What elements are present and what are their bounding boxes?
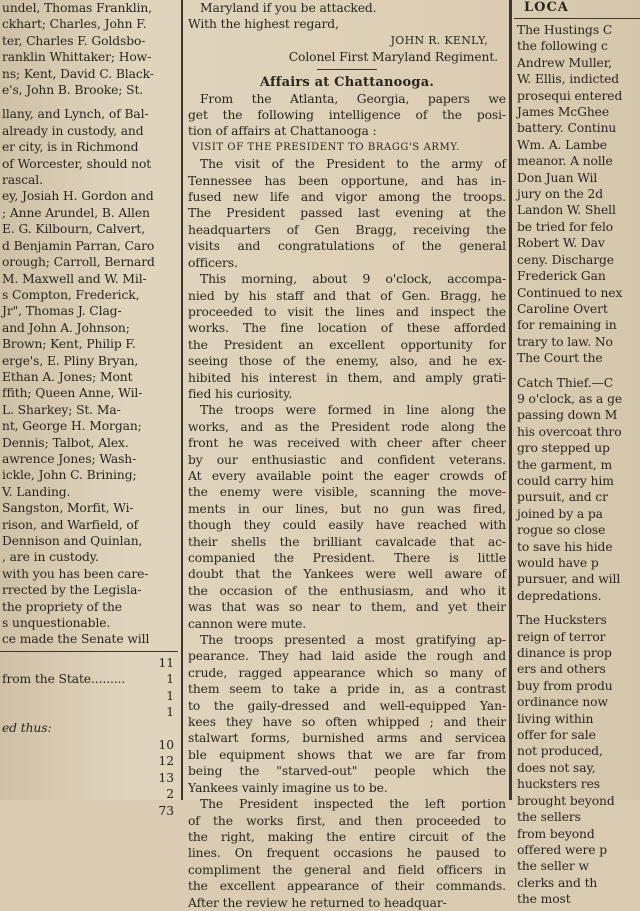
- right-text-line: The Hustings C: [517, 23, 613, 37]
- tally-value: 2: [166, 787, 174, 802]
- right-text-line: [514, 604, 640, 612]
- right-text-line: jury on the 2d: [517, 187, 604, 202]
- right-text-line: be tried for felo: [517, 219, 614, 234]
- left-text-line: Dennison and Quinlan,: [2, 534, 143, 548]
- intro-line: tion of affairs at Chattanooga :: [188, 124, 377, 139]
- paragraph-line: by our enthusiastic and confident veterans.: [188, 452, 506, 467]
- tally-row: [0, 803, 178, 819]
- right-text-line: living within: [517, 711, 594, 726]
- left-tally-bottom: [0, 737, 178, 819]
- left-text-line: Sangston, Morfit, Wi-: [2, 501, 134, 516]
- paragraph-line: Yankees vainly imagine us to be.: [188, 780, 388, 795]
- paragraph-line: The President inspected the left portion: [200, 797, 506, 812]
- tally-row: [0, 770, 178, 786]
- right-text-line: the garment, m: [517, 457, 613, 472]
- paragraph-line: front he was received with cheer after cheer: [188, 436, 506, 451]
- right-text-line: rogue so close: [517, 523, 606, 538]
- paragraph-line: being the "starved-out" people which the: [188, 764, 506, 779]
- paragraph-line: proceeded to visit the lines and inspect the: [188, 304, 506, 319]
- right-text-line: Landon W. Shell: [517, 203, 616, 218]
- right-column: [514, 0, 640, 907]
- tally-row: [0, 786, 178, 802]
- right-text-line: meanor. A nolle: [517, 154, 613, 169]
- paragraph-line: visits and congratulations of the general: [188, 239, 506, 254]
- paragraph-line: works, and as the President rode along the: [188, 419, 506, 434]
- tally-label: from the State.........: [2, 672, 126, 687]
- left-text-line: with you has been care-: [2, 566, 149, 581]
- right-text-line: gro stepped up: [517, 441, 610, 456]
- left-text-line: Ethan A. Jones; Mont: [2, 369, 133, 384]
- left-text-line: M. Maxwell and W. Mil-: [2, 271, 147, 286]
- article-paragraph-5: [186, 796, 508, 911]
- left-text-line: s Compton, Frederick,: [2, 287, 140, 302]
- left-text-line: d Benjamin Parran, Caro: [2, 238, 155, 253]
- right-text-line: Wm. A. Lambe: [517, 137, 607, 152]
- right-text-line: Don Juan Wil: [517, 170, 598, 185]
- signature-title: Colonel First Maryland Regiment.: [288, 50, 498, 65]
- paragraph-line: them seem to take a pride in, as a contrast: [188, 682, 506, 697]
- right-text-line: Robert W. Dav: [517, 236, 605, 251]
- paragraph-line: ble equipment shows that we are far from: [188, 747, 506, 762]
- article-paragraph-2: [186, 271, 508, 402]
- paragraph-line: nied by his staff and that of Gen. Bragg, he: [188, 288, 506, 303]
- left-text-line: llany, and Lynch, of Bal-: [2, 107, 149, 122]
- article-intro: [186, 91, 508, 140]
- right-text-line: trary to law. No: [517, 334, 613, 349]
- right-text-line: W. Ellis, indicted: [517, 72, 620, 87]
- paragraph-line: hibited his interest in them, and amply grati-: [188, 370, 506, 385]
- left-text-line: awrence Jones; Wash-: [2, 451, 137, 466]
- tally-row: [0, 655, 178, 671]
- left-text-line: ey, Josiah H. Gordon and: [2, 189, 154, 204]
- left-text-line: ce made the Senate will: [2, 632, 150, 647]
- left-text-line: of Worcester, should not: [2, 156, 152, 171]
- left-text-line: ranklin Whittaker; How-: [2, 50, 152, 65]
- left-divider: [0, 651, 178, 652]
- right-text-line: offered were p: [517, 842, 608, 857]
- right-column-text: [514, 22, 640, 908]
- right-text-line: Continued to nex: [517, 285, 623, 300]
- paragraph-line: the President an excellent opportunity for: [188, 337, 506, 352]
- paragraph-line: officers.: [188, 255, 238, 270]
- tally-value: 13: [158, 770, 174, 785]
- left-text-line: , are in custody.: [2, 550, 99, 565]
- paragraph-line: the right, making the entire circuit of the: [188, 829, 506, 844]
- tally-row: [0, 704, 178, 720]
- paragraph-line: pearance. They had laid aside the rough and: [188, 649, 506, 664]
- right-text-line: passing down M: [517, 408, 618, 423]
- masthead-rule: [514, 18, 640, 19]
- right-text-line: to save his hide: [517, 539, 613, 554]
- left-text-line: orough; Carroll, Bernard: [2, 255, 155, 270]
- left-text-line: ns; Kent, David C. Black-: [2, 66, 154, 81]
- left-text-line: er city, is in Richmond: [2, 140, 139, 155]
- signature-name: JOHN R. KENLY,: [390, 33, 488, 47]
- tally-value: 12: [158, 754, 174, 769]
- right-text-line: clerks and th: [517, 875, 598, 890]
- paragraph-line: seeing those of the enemy, also, and he ex-: [188, 354, 506, 369]
- intro-line: get the following intelligence of the posi-: [188, 108, 506, 123]
- left-tally-top: [0, 655, 178, 721]
- left-text-line: ter, Charles F. Goldsbo-: [2, 33, 146, 48]
- tally-row: [0, 688, 178, 704]
- left-text-line: Dennis; Talbot, Alex.: [2, 435, 129, 450]
- right-text-line: brought beyond: [517, 793, 615, 808]
- paragraph-line: stalwart forms, burnished arms and servicea: [188, 731, 506, 746]
- left-text-line: and John A. Johnson;: [2, 320, 130, 335]
- letter-closing: [186, 0, 508, 33]
- paragraph-line: ments in our lines, but no gun was fired,: [188, 501, 506, 516]
- left-text-line: erge's, E. Pliny Bryan,: [2, 353, 139, 368]
- left-text-line: rrected by the Legisla-: [2, 583, 142, 598]
- right-text-line: pursuit, and cr: [517, 490, 608, 505]
- tally-value: 1: [166, 688, 174, 703]
- right-text-line: pursuer, and will: [517, 572, 621, 587]
- right-text-line: joined by a pa: [517, 506, 603, 521]
- paragraph-line: the excellent appearance of their commands.: [188, 879, 506, 894]
- paragraph-line: fused new life and vigor among the troops.: [188, 190, 506, 205]
- paragraph-line: of the works first, and then proceeded to: [188, 813, 506, 828]
- left-text-line: the propriety of the: [2, 599, 122, 614]
- right-text-line: battery. Continu: [517, 121, 617, 136]
- right-text-line: the sellers: [517, 810, 581, 825]
- left-tally-caption: ed thus:: [2, 721, 52, 736]
- article-paragraph-3: [186, 402, 508, 632]
- paragraph-line: works. The fine location of these afforded: [188, 321, 506, 336]
- paragraph-line: was that was so near to them, and yet their: [188, 600, 506, 615]
- left-text-line: L. Sharkey; St. Ma-: [2, 402, 121, 417]
- right-text-line: prosequi entered: [517, 88, 623, 103]
- paragraph-line: their shells the brilliant cavalcade that ac-: [188, 534, 506, 549]
- paragraph-line: the occasion of the enthusiasm, and who it: [188, 583, 506, 598]
- right-text-line: [514, 367, 640, 375]
- left-text-line: rascal.: [2, 173, 43, 188]
- left-text-line: E. G. Kilbourn, Calvert,: [2, 222, 146, 237]
- right-text-line: Catch Thief.—C: [517, 375, 614, 390]
- tally-row: [0, 753, 178, 769]
- right-text-line: Caroline Overt: [517, 301, 608, 316]
- headline-rule: [317, 69, 377, 70]
- left-column-text: [0, 0, 178, 648]
- right-text-line: ordinance now: [517, 695, 608, 710]
- paragraph-line: headquarters of Gen Bragg, receiving the: [188, 222, 506, 237]
- right-text-line: from beyond: [517, 826, 595, 841]
- right-text-line: his overcoat thro: [517, 424, 622, 439]
- paragraph-line: fied his curiosity.: [188, 386, 293, 401]
- tally-row: [0, 671, 178, 687]
- right-text-line: dinance is prop: [517, 646, 612, 661]
- tally-value: 11: [158, 655, 174, 670]
- tally-value: 73: [158, 803, 174, 818]
- left-text-line: V. Landing.: [2, 484, 71, 499]
- paragraph-line: lines. On frequent occasions he paused to: [188, 846, 506, 861]
- article-subheadline: VISIT OF THE PRESIDENT TO BRAGG'S ARMY.: [192, 141, 461, 153]
- left-text-line: ckhart; Charles, John F.: [2, 17, 147, 32]
- right-text-line: not produced,: [517, 744, 603, 759]
- paragraph-line: The troops were formed in line along the: [200, 403, 506, 418]
- closing-line: Maryland if you be attacked.: [200, 1, 377, 15]
- paragraph-line: At every available point the eager crowds of: [188, 468, 506, 483]
- paragraph-line: After the review he returned to headquar-: [188, 895, 447, 910]
- paragraph-line: The troops presented a most gratifying ap-: [200, 633, 506, 648]
- paragraph-line: companied the President. There is little: [188, 551, 506, 565]
- right-text-line: 9 o'clock, as a ge: [517, 391, 623, 406]
- left-text-line: [0, 98, 178, 106]
- local-masthead: LOCA: [524, 0, 569, 15]
- left-text-line: rison, and Warfield, of: [2, 517, 139, 532]
- paragraph-line: compliment the general and field officers in: [188, 862, 506, 877]
- tally-value: 10: [158, 737, 174, 752]
- left-column: [0, 0, 178, 818]
- right-text-line: for remaining in: [517, 318, 617, 333]
- right-text-line: ers and others: [517, 662, 606, 677]
- right-text-line: Frederick Gan: [517, 269, 606, 284]
- article-paragraph-4: [186, 632, 508, 796]
- intro-line: From the Atlanta, Georgia, papers we: [200, 91, 506, 106]
- article-headline: Affairs at Chattanooga.: [259, 74, 435, 90]
- tally-row: [0, 737, 178, 753]
- left-text-line: nt, George H. Morgan;: [2, 419, 142, 434]
- middle-column: [186, 0, 508, 910]
- paragraph-line: to the gaily-dressed and well-equipped Yan-: [188, 698, 506, 713]
- tally-value: 1: [166, 705, 174, 720]
- right-text-line: buy from produ: [517, 678, 613, 693]
- paragraph-line: doubt that the Yankees were well aware of: [188, 567, 506, 582]
- paragraph-line: The President passed last evening at the: [188, 206, 506, 221]
- paragraph-line: cannon were mute.: [188, 616, 307, 631]
- article-paragraph-1: [186, 156, 508, 271]
- right-text-line: does not say,: [517, 760, 596, 775]
- right-text-line: The Hucksters: [517, 613, 607, 628]
- tally-value: 1: [166, 672, 174, 687]
- right-text-line: would have p: [517, 556, 599, 570]
- left-text-line: e's, John B. Brooke; St.: [2, 83, 144, 98]
- right-text-line: Andrew Muller,: [517, 55, 612, 70]
- column-rule-right: [509, 0, 512, 800]
- closing-line: With the highest regard,: [188, 17, 339, 32]
- left-text-line: Jr", Thomas J. Clag-: [2, 304, 122, 319]
- right-text-line: could carry him: [517, 473, 614, 488]
- right-text-line: the following c: [517, 39, 608, 54]
- paragraph-line: The visit of the President to the army of: [200, 157, 506, 172]
- paragraph-line: crude, ragged appearance which so many of: [188, 665, 506, 680]
- paragraph-line: the enemy were visible, scanning the move-: [188, 485, 506, 500]
- column-rule-left: [181, 0, 183, 800]
- right-text-line: offer for sale: [517, 728, 596, 743]
- left-text-line: Brown; Kent, Philip F.: [2, 337, 136, 352]
- right-text-line: ceny. Discharge: [517, 252, 614, 267]
- paragraph-line: kees they have so often whipped ; and their: [188, 715, 506, 730]
- left-text-line: already in custody, and: [2, 123, 144, 138]
- right-text-line: depredations.: [517, 588, 602, 603]
- right-text-line: the most: [517, 892, 571, 907]
- right-text-line: The Court the: [517, 351, 603, 366]
- left-text-line: s unquestionable.: [2, 616, 111, 631]
- left-text-line: ffith; Queen Anne, Wil-: [2, 386, 143, 401]
- left-text-line: ; Anne Arundel, B. Allen: [2, 205, 150, 220]
- paragraph-line: This morning, about 9 o'clock, accompa-: [200, 272, 506, 287]
- right-text-line: James McGhee: [517, 105, 609, 120]
- right-text-line: reign of terror: [517, 629, 606, 644]
- right-text-line: the seller w: [517, 859, 589, 874]
- left-text-line: undel, Thomas Franklin,: [2, 1, 152, 15]
- paragraph-line: Tennessee has been opportune, and has in-: [188, 173, 506, 188]
- left-text-line: ickle, John C. Brining;: [2, 468, 137, 483]
- right-text-line: hucksters res: [517, 777, 600, 792]
- paragraph-line: though they could easily have reached with: [188, 518, 506, 533]
